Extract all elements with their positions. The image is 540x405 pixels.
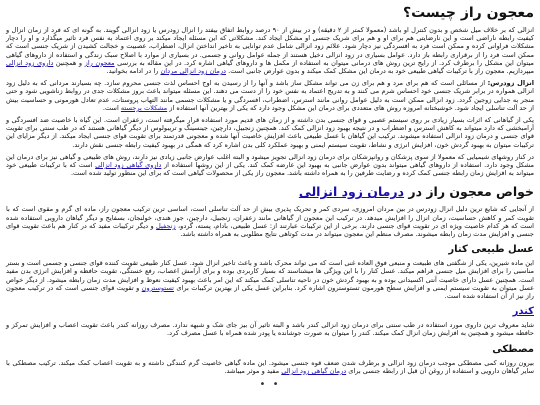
subheading-mastic: مصطکی <box>492 343 534 355</box>
section-heading <box>6 183 534 201</box>
subheading-honey: عسل طبیعی کنار <box>448 244 534 256</box>
intro-middle: و همچنین <box>55 58 83 67</box>
paragraph-text: در کنار روشهای شیمیایی که معمولا از سوی پزشکان و روانپزشکان برای درمان زود انزالی تجویز میشود و البته اغلب عوارض جانبی زیادی نیز دارند، روش های طبیعی و گیاهی نیز برای درمان این مشکل وجود دارد. استفاده از داروهای گیاهی میتواند بدون عوارض جانبی به بهبود این عارضه کمک کند. یکی از این روشها استفاده از <box>6 152 534 170</box>
paragraph-herbs <box>6 116 534 149</box>
paragraph-treatment <box>6 153 534 178</box>
section-heading-prefix: خواص معجون راز در <box>408 184 534 200</box>
intro-paragraph <box>6 26 534 75</box>
paragraph-lead: انزال زودرس: <box>487 79 534 88</box>
prominent-problems-link[interactable]: مشکلات برجسته <box>120 103 168 112</box>
paragraph-text: شاید معروف ترین داروی مورد استفاده در طب سنتی برای درمان زود انزالی کندر باشد و البته تاثیر آن بیز جای شک و شبهه ندارد. مصرف روزانه کندر باعث تقویت اعصاب و افزایش تمرکز و حافظه میشود و همچنین به افزایش زمان انزال کمک میکند. کندر را میتوان به صورت جوشانده یا پودر شده همراه با عسل مصرف کرد. <box>6 321 534 338</box>
bottom-dots: • • <box>259 379 281 391</box>
testosterone-link[interactable]: تستوسترون <box>141 283 174 292</box>
paragraph-ingredients <box>6 205 534 238</box>
paragraph-kondor <box>6 321 534 337</box>
paragraph-tail: و دیگر ترکیبات مفید که در کنار هم باعث تقویت قوای جنسی و افزایش مدت زمان رابطه میشوند. مصرف منظم این معجون میتواند در مدت کوتاهی نتایج مطلوبی به همراه داشته باشد. <box>6 221 534 239</box>
subheading-kondor <box>6 305 534 319</box>
ginger-link[interactable]: زنجفیل <box>156 221 176 230</box>
paragraph-text: این ماده شیرین، یکی از شگفتی های طبیعت و منبعی فوق العاده غنی است که می تواند محرک باشد و باعث تاخیر انزال شود. عسل کنار طبیعی تقویت کننده قوای جنسی و جسمی است و بستر مناسبی را برای افزایش میل جنسی فراهم میکند. عسل کنار را با این ویژگی ها میشناسند که بسیار کاربردی بوده و برای آرامش اعصاب، رفع خستگی، تقویت حافظه و افزایش انرژی بدن مفید است. همچنین عسل دارای خاصیت آنتی اکسیدانی بوده و به بهبود گردش خون در ناحیه تناسلی کمک میکند که این امر باعث بهبود کیفیت نعوظ و افزایش مدت زمان رابطه میشود. از دیگر خواص عسل میتوان به تقویت سیستم ایمنی و افزایش سطح هورمون تستوسترون اشاره کرد. بنابراین عسل یکی از بهترین ترکیبات برای <box>6 259 535 292</box>
paragraph-text: از آنجایی که شایع ترین دلیل انزال زودرس در بین مردان امروزی، سردی کمر و تحریک پذیری بیش از حد آلت تناسلی است، اساسی ترین ترکیب معجون راز، ماده ای گرم و مقوی است که با تقویت کمر و کاهش حساسیت، زمان انزال را افزایش میدهد. در ترکیب این معجون از گیاهانی مانند زعفران، زنجبیل، دارچین، جوز هندی، خولنجان، بسفایج و دیگر گیاهان دارویی استفاده شده است که هر کدام خاصیت ویژه ای در تقویت قوای جنسی دارند. برخی از این ترکیبات عبارتند از: عسل طبیعی، بادام، پسته، گردو، <box>6 205 535 230</box>
intro-end: را در ادامه بخوانید. <box>106 67 159 76</box>
article-title: معجون راز چیست؟ <box>402 5 534 21</box>
men-treatment-link[interactable]: درمان زود انزالی مردان <box>160 67 226 76</box>
intro-text: انزالی که بر خلاف میل شخص و بدون کنترل او باشد (معمولا کمتر از ۲ دقیقه) و در بیش از ۹۰ درصد روابط اتفاق بیفتد را انزال زودرس یا زود انزالی گویند. به گونه ای که فرد از زمان انزال و کیفیت رابطه ناراضی است و این نارضایتی هم برای او و هم برای شریک جنسی او مشکل ایجاد کند. مشکلاتی که این مسئله ایجاد میکند بر روی اعتماد به نفس فرد تاثیر میگذارد و او را دچار مشکلات فراوانی کرده و ممکن است فرد به افسردگی نیز دچار شود. علائم زود انزالی شامل عدم توانایی به تاخیر انداختن انزال، اضطراب، عصبیت و خجالت کشیدن از شریک جنسی است که ممکن است فرد را از برقراری رابطه باز دارد. عوامل بسیاری در زود انزالی دخیل هستند از جمله عوامل روانی و جسمی. در بسیاری از موارد با اصلاح سبک زندگی و استفاده از داروهای گیاهی میتوان این مشکل را برطرف کرد. از رایج ترین روش های درمانی میتوان به استفاده از مکمل ها و داروهای گیاهی اشاره کرد. در این مقاله به بررسی <box>6 26 534 67</box>
paragraph-tail: است که با ترکیبات طبیعی خود میتواند به افزایش زمان رابطه جنسی کمک کرده و رضایت طرفین را به همراه داشته باشد. معجون راز یکی از محصولات گیاهی است که برای این منظور تولید شده است. <box>6 161 534 178</box>
paragraph-premature-ejaculation <box>6 79 534 112</box>
paragraph-honey <box>6 259 534 300</box>
paragraph-text: بیرون روزانه کمی مصطکی موجب درمان زود انزالی و برطرف شدن ضعف قوه جنسی میشود. این ماده گیاهی خاصیت گرم کنندگی داشته و به تقویت اعصاب کمک میکند. ترکیب مصطکی با سایر گیاهان دارویی و استفاده از روغن آن قبل از رابطه جنسی برای <box>6 358 534 375</box>
herbal-treatment-link[interactable]: درمان گیاهی زود انزالی <box>281 366 347 375</box>
paragraph-text: از مسائلی است که هم برای مرد و هم برای زن می تواند مشکل ساز باشد و آنها را از رسیدن به اوج احساس لذت جنسی محروم سازد. چه بسیارند مردانی که به دلیل زود انزالی همواره در برابر شریک جنسی خود احساس شرم می کنند و به تدریج اعتماد به نفس خود را از دست می دهند. این مسئله میتواند باعث بروز مشکلات جدی در روابط زناشویی شود و حتی منجر به جدایی زوجین گردد. زود انزالی ممکن است به دلیل عوامل روانی مانند استرس، اضطراب، افسردگی و یا مشکلات جسمی مانند التهاب پروستات، عدم تعادل هورمونی و حساسیت بیش از حد آلت تناسلی ایجاد شود. خوشبختانه امروزه روش های متعددی برای درمان این مشکل وجود دارد که یکی از بهترین آنها استفاده از <box>6 79 534 112</box>
paragraph-tail: است. <box>102 103 119 112</box>
intro-tail: میپردازیم. معجون راز با ترکیبات گیاهی طبیعی خود به درمان این مشکل کمک میکند و بدون عوارض جانبی است. <box>228 67 534 76</box>
herbal-drug-link[interactable]: داروی گیاهی زود انزالی <box>95 161 162 170</box>
kondor-link[interactable]: کندر <box>512 306 534 318</box>
section-heading-link[interactable]: درمان زود انزالی <box>298 184 405 200</box>
paragraph-mastic <box>6 359 534 375</box>
paragraph-text: یکی از گیاهانی که اثرات بسیار زیادی بر روی سیستم عصبی و قوای جنسی بدن داشته و از زمان های قدیم مورد استفاده قرار میگرفته است، زعفران است. این گیاه با خاصیت ضد افسردگی و آرامبخشی که دارد میتواند به کاهش استرس و اضطراب و در نتیجه بهبود زود انزالی کمک کند. همچنین زنجبیل، دارچین، جینسینگ و تریبولوس از دیگر گیاهانی هستند که در طب سنتی برای تقویت قوای جنسی و درمان زود انزالی استفاده میشوند. ترکیب این گیاهان با عسل طبیعی باعث افزایش خاصیت آنها شده و معجونی قدرتمند برای تقویت قوای جنسی ایجاد میکند. از دیگر مزایای این ترکیبات میتوان به بهبود گردش خون، افزایش انرژی و نشاط، تقویت سیستم ایمنی و بهبود عملکرد کلی بدن اشاره کرد که همگی در بهبود کیفیت رابطه جنسی نقش دارند. <box>6 116 534 149</box>
premature-drug-link[interactable]: داروی زود انزالی <box>6 58 54 67</box>
majoon-raz-link[interactable]: معجون راز <box>84 58 115 67</box>
paragraph-tail: و تقویت قوای جنسی است که در ترکیب معجون راز نیز از آن استفاده شده است. <box>6 283 534 301</box>
paragraph-tail: مفید و موثر میباشد. <box>224 366 280 375</box>
